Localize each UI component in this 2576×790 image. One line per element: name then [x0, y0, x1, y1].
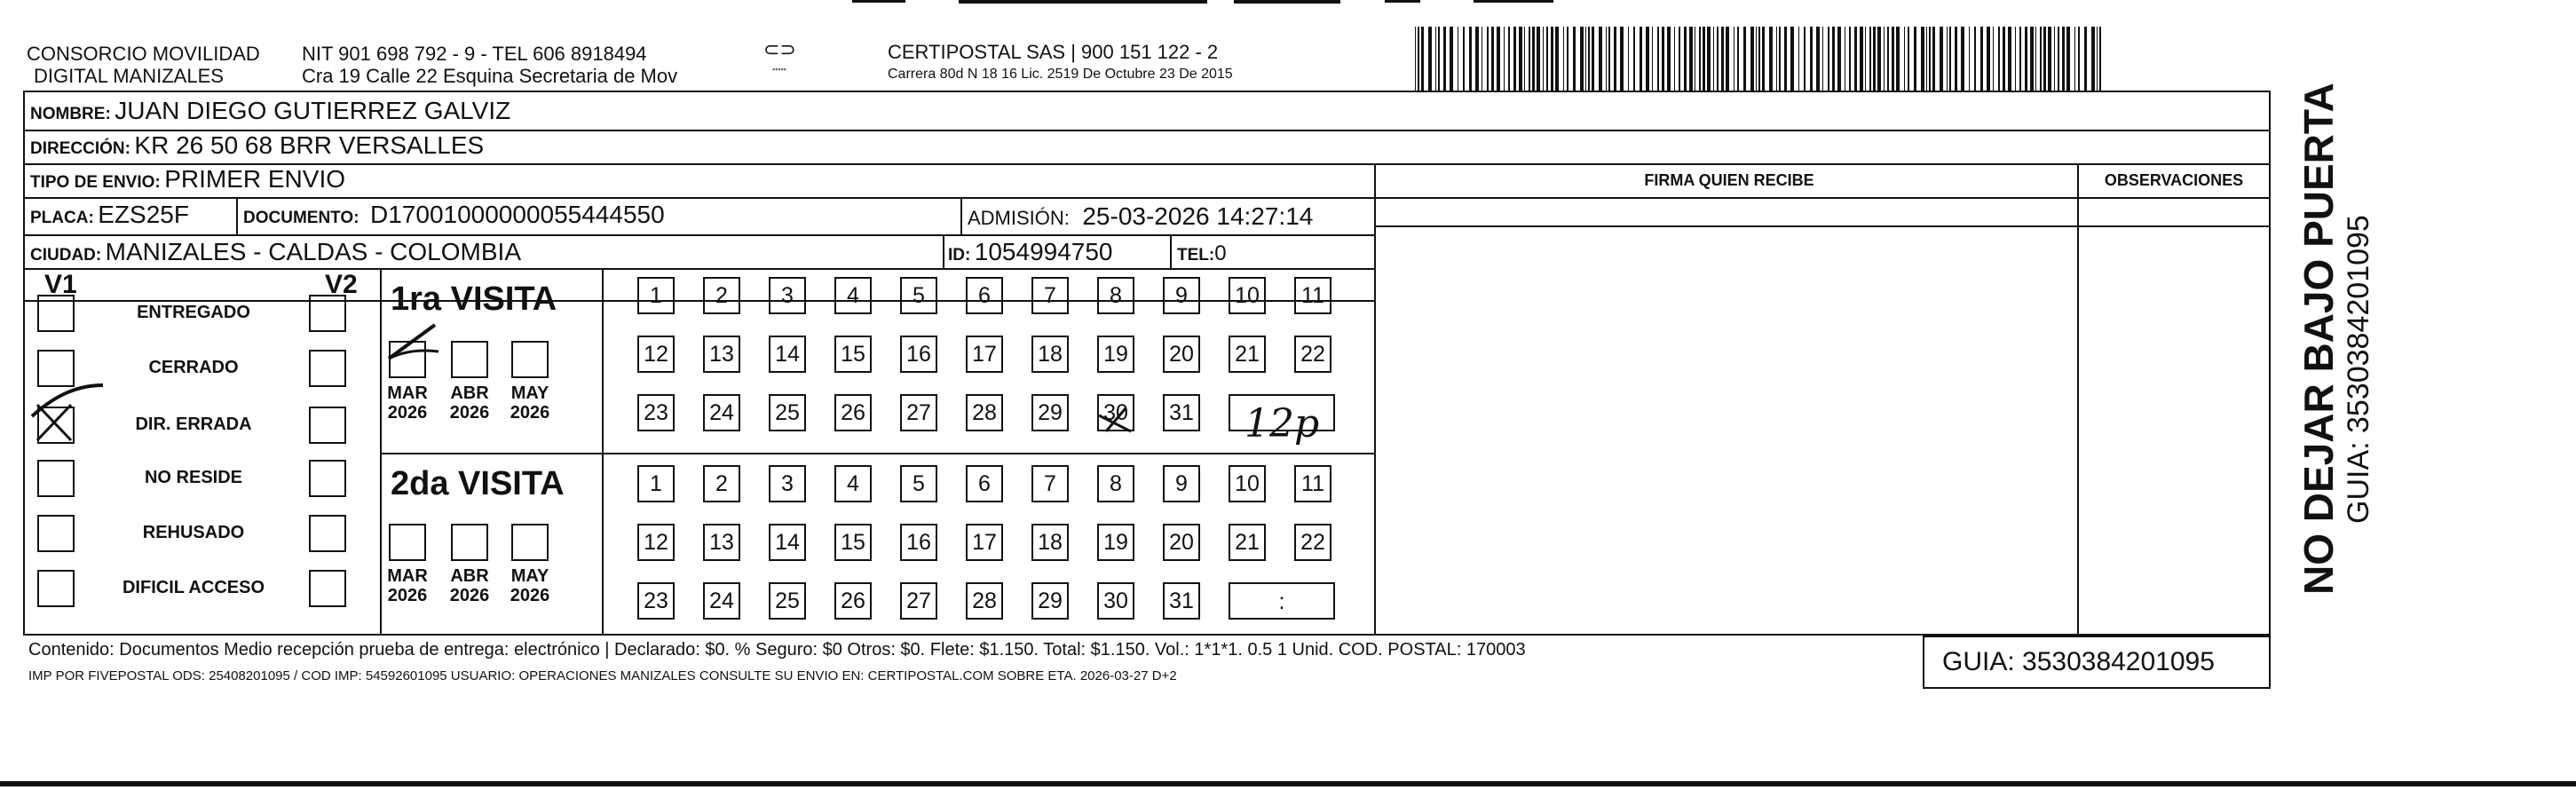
v1-checkbox[interactable]	[37, 350, 75, 387]
first-day-box[interactable]: 17	[966, 336, 1003, 373]
certipostal-address: Carrera 80d N 18 16 Lic. 2519 De Octubre 23 De 2015	[888, 67, 1233, 82]
nombre-value: JUAN DIEGO GUTIERREZ GALVIZ	[115, 97, 511, 124]
status-label: CERRADO	[148, 358, 239, 377]
status-label: DIFICIL ACCESO	[122, 578, 265, 597]
month-name: MAR	[387, 383, 428, 403]
first-month-checkbox[interactable]	[389, 341, 426, 378]
first-day-box[interactable]: 6	[966, 277, 1003, 314]
second-day-box[interactable]: 16	[900, 524, 937, 561]
first-month-checkbox[interactable]	[451, 341, 488, 378]
side-line-2: GUIA: 3530384201095	[2342, 215, 2375, 524]
second-month-checkbox[interactable]	[451, 524, 488, 561]
admision-value: 25-03-2026 14:27:14	[1082, 202, 1314, 230]
top-cutoff-strip	[852, 0, 1740, 7]
first-visit-title: 1ra VISITA	[391, 280, 557, 318]
ciudad-value: MANIZALES - CALDAS - COLOMBIA	[105, 238, 521, 265]
company-name	[27, 43, 260, 87]
month-year: 2026	[510, 403, 550, 423]
month-year: 2026	[387, 403, 428, 423]
first-day-box[interactable]: 28	[966, 394, 1003, 431]
first-day-box[interactable]: 7	[1031, 277, 1069, 314]
logo-caption-icon: ▪▪▪▪▪	[772, 65, 786, 74]
v2-checkbox[interactable]	[309, 570, 346, 607]
v1-checkbox[interactable]	[37, 295, 75, 332]
tel-value: 0	[1214, 241, 1227, 265]
first-month-label	[376, 383, 439, 423]
first-day-box[interactable]: 22	[1294, 336, 1331, 373]
month-year: 2026	[449, 586, 490, 605]
month-name: MAR	[387, 566, 428, 586]
second-day-box[interactable]: 5	[900, 465, 937, 502]
first-month-label	[499, 383, 561, 423]
first-day-box[interactable]: 25	[769, 394, 806, 431]
second-day-box[interactable]: 2	[703, 465, 740, 502]
second-day-box[interactable]: 10	[1229, 465, 1266, 502]
second-day-box[interactable]: 13	[703, 524, 740, 561]
first-day-box[interactable]: 12	[637, 336, 675, 373]
placa-label: PLACA:	[30, 209, 94, 227]
v1-checkbox[interactable]	[37, 570, 75, 607]
second-time-box[interactable]: :	[1229, 582, 1335, 620]
v2-checkbox[interactable]	[309, 460, 346, 497]
second-day-box[interactable]: 6	[966, 465, 1003, 502]
first-day-box[interactable]: 1	[637, 277, 675, 314]
second-day-box[interactable]: 3	[769, 465, 806, 502]
second-month-label	[376, 566, 439, 605]
certipostal-name: CERTIPOSTAL SAS | 900 151 122 - 2	[888, 41, 1219, 63]
first-day-box[interactable]: 16	[900, 336, 937, 373]
second-month-label	[439, 566, 501, 605]
second-day-box[interactable]: 25	[769, 582, 806, 620]
observaciones-label: OBSERVACIONES	[2104, 171, 2244, 189]
second-day-box[interactable]: 12	[637, 524, 675, 561]
firma-label: FIRMA QUIEN RECIBE	[1644, 171, 1814, 189]
first-day-box[interactable]: 4	[834, 277, 872, 314]
second-day-box[interactable]: 20	[1163, 524, 1200, 561]
first-day-box[interactable]: 27	[900, 394, 937, 431]
v1-checkbox[interactable]	[37, 515, 75, 552]
month-year: 2026	[387, 586, 428, 605]
first-day-box[interactable]: 8	[1097, 277, 1134, 314]
status-label: NO RESIDE	[144, 468, 243, 487]
documento-label: DOCUMENTO:	[243, 209, 360, 227]
first-day-box[interactable]: 10	[1229, 277, 1266, 314]
tel-label: TEL:	[1177, 246, 1215, 265]
first-day-box[interactable]: 21	[1229, 336, 1266, 373]
documento-value: D17001000000055444550	[370, 201, 665, 228]
direccion-label: DIRECCIÓN:	[30, 139, 130, 158]
nit-line-2: Cra 19 Calle 22 Esquina Secretaria de Mov	[302, 65, 678, 87]
month-name: ABR	[450, 383, 489, 403]
second-day-box[interactable]: 11	[1294, 465, 1331, 502]
second-visit-title: 2da VISITA	[391, 465, 565, 502]
v1-checkbox[interactable]	[37, 460, 75, 497]
v2-checkbox[interactable]	[309, 295, 346, 332]
month-name: ABR	[450, 566, 489, 586]
first-month-label	[439, 383, 501, 423]
first-day-box[interactable]: 5	[900, 277, 937, 314]
second-day-box[interactable]: 15	[834, 524, 872, 561]
delivery-form	[23, 91, 2271, 636]
admision-label: ADMISIÓN:	[968, 207, 1070, 229]
placa-value: EZS25F	[98, 201, 189, 228]
status-label: DIR. ERRADA	[135, 415, 252, 434]
second-day-box[interactable]: 1	[637, 465, 675, 502]
side-line-1: NO DEJAR BAJO PUERTA	[2295, 83, 2342, 595]
first-day-box[interactable]: 23	[637, 394, 675, 431]
status-label: REHUSADO	[142, 523, 245, 542]
footer-impresion: IMP POR FIVEPOSTAL ODS: 25408201095 / COD IMP: 54592601095 USUARIO: OPERACIONES MANIZALES CONSULTE SU ENVIO EN: CERTIPOSTAL.COM SOBRE ETA. 2026-03-27 D+2	[28, 668, 1177, 683]
first-day-box[interactable]: 9	[1163, 277, 1200, 314]
v2-label: V2	[325, 270, 358, 299]
observaciones-header	[2082, 172, 2265, 189]
tipo-envio-label: TIPO DE ENVIO:	[30, 173, 161, 192]
v1-label: V1	[44, 270, 77, 299]
second-day-box[interactable]: 18	[1031, 524, 1069, 561]
second-day-box[interactable]: 23	[637, 582, 675, 620]
first-day-box[interactable]: 13	[703, 336, 740, 373]
first-day-box[interactable]: 2	[703, 277, 740, 314]
second-day-box[interactable]: 19	[1097, 524, 1134, 561]
barcode-icon	[1411, 27, 2104, 92]
second-day-box[interactable]: 26	[834, 582, 872, 620]
bottom-rule	[0, 781, 2576, 786]
month-name: MAY	[510, 566, 549, 586]
second-day-box[interactable]: 21	[1229, 524, 1266, 561]
status-label: ENTREGADO	[137, 303, 250, 322]
second-day-box[interactable]: 4	[834, 465, 872, 502]
second-day-box[interactable]: 14	[769, 524, 806, 561]
first-day-box[interactable]: 26	[834, 394, 872, 431]
second-day-box[interactable]: 7	[1031, 465, 1069, 502]
second-month-checkbox[interactable]	[389, 524, 426, 561]
v2-checkbox[interactable]	[309, 350, 346, 387]
second-day-box[interactable]: 31	[1163, 582, 1200, 620]
second-day-box[interactable]: 9	[1163, 465, 1200, 502]
second-month-checkbox[interactable]	[511, 524, 549, 561]
first-day-box[interactable]: 24	[703, 394, 740, 431]
first-day-box[interactable]: 19	[1097, 336, 1134, 373]
company-line-2: DIGITAL MANIZALES	[34, 65, 224, 87]
footer-contenido: Contenido: Documentos Medio recepción prueba de entrega: electrónico | Declarado: $0. % Seguro: $0 Otros: $0. Flete: $1.150. Total: $1.150. Vol.: 1*1*1. 0.5 1 Unid. COD. POSTAL: 170003	[28, 640, 1526, 660]
first-day-box[interactable]: 31	[1163, 394, 1200, 431]
first-day-box[interactable]: 14	[769, 336, 806, 373]
first-day-box[interactable]: 15	[834, 336, 872, 373]
first-day-box[interactable]: 11	[1294, 277, 1331, 314]
firma-header	[1445, 172, 2013, 189]
first-day-box[interactable]: 18	[1031, 336, 1069, 373]
tipo-envio-value: PRIMER ENVIO	[164, 165, 346, 193]
side-notice	[2264, 62, 2441, 639]
id-value: 1054994750	[974, 238, 1113, 265]
first-day-box[interactable]: 30	[1097, 394, 1134, 431]
nombre-label: NOMBRE:	[30, 105, 111, 123]
month-year: 2026	[510, 586, 550, 605]
logo-icon: ⊂⊃	[763, 38, 796, 60]
second-day-box[interactable]: 22	[1294, 524, 1331, 561]
company-nit	[302, 43, 677, 87]
direccion-value: KR 26 50 68 BRR VERSALLES	[134, 131, 485, 159]
first-day-box[interactable]: 20	[1163, 336, 1200, 373]
second-day-box[interactable]: 8	[1097, 465, 1134, 502]
first-day-box[interactable]: 3	[769, 277, 806, 314]
second-day-box[interactable]: 27	[900, 582, 937, 620]
month-year: 2026	[449, 403, 490, 423]
second-day-box[interactable]: 29	[1031, 582, 1069, 620]
nit-line-1: NIT 901 698 792 - 9 - TEL 606 8918494	[302, 43, 647, 65]
company-line-1: CONSORCIO MOVILIDAD	[27, 43, 260, 65]
second-day-box[interactable]: 30	[1097, 582, 1134, 620]
handwritten-time: 12p	[1245, 401, 1320, 446]
second-month-label	[499, 566, 561, 605]
v2-checkbox[interactable]	[309, 515, 346, 552]
second-day-box[interactable]: 24	[703, 582, 740, 620]
second-day-box[interactable]: 17	[966, 524, 1003, 561]
guia-number: GUIA: 3530384201095	[1923, 636, 2271, 689]
first-time-box[interactable]	[1229, 394, 1335, 431]
month-name: MAY	[510, 383, 549, 403]
v2-checkbox[interactable]	[309, 407, 346, 444]
v1-checkbox[interactable]	[37, 407, 75, 444]
ciudad-label: CIUDAD:	[30, 246, 102, 265]
id-label: ID:	[948, 246, 971, 265]
second-day-box[interactable]: 28	[966, 582, 1003, 620]
first-day-box[interactable]: 29	[1031, 394, 1069, 431]
first-month-checkbox[interactable]	[511, 341, 549, 378]
